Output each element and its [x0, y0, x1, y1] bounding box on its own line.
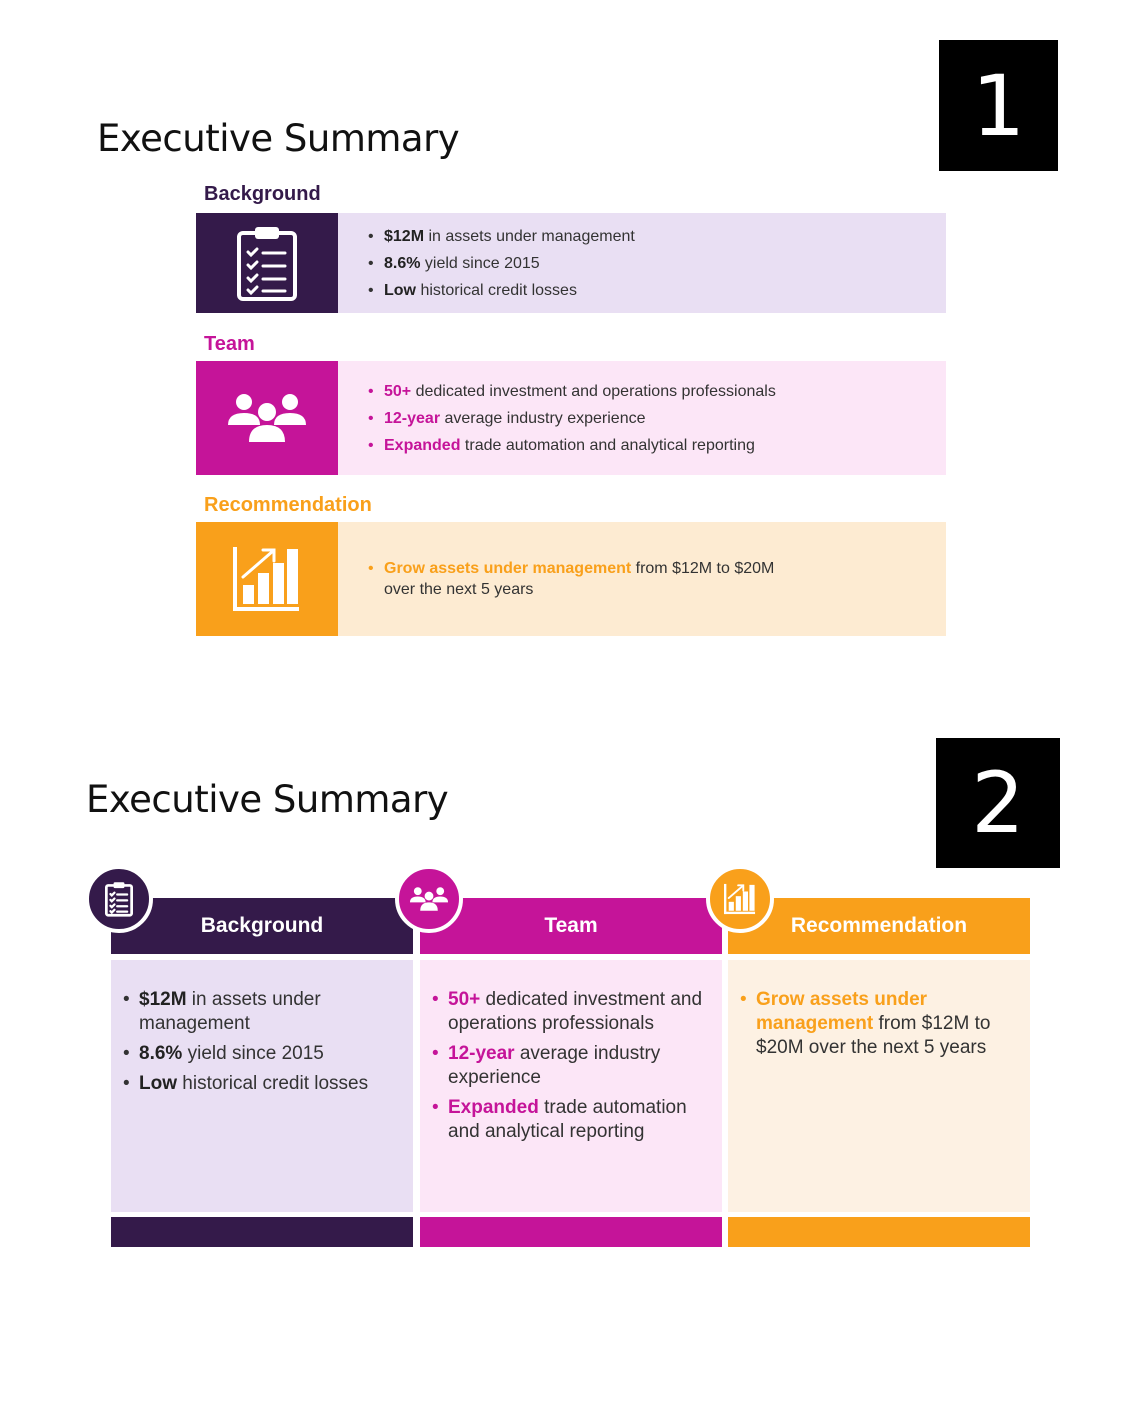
page-title-v1: Executive Summary [97, 117, 460, 160]
team-content [338, 361, 946, 475]
background-content [338, 213, 946, 313]
recommendation-column [728, 898, 1030, 1247]
people-group-icon [196, 361, 338, 475]
clipboard-checklist-icon [196, 213, 338, 313]
list-item: • Low historical credit losses [123, 1072, 405, 1096]
list-item: • Grow assets under management from $12M to $20M over the next 5 years [368, 558, 808, 600]
bar-chart-growth-icon [196, 522, 338, 636]
list-item: • Expanded trade automation and analytical reporting [368, 432, 946, 459]
team-column [420, 898, 722, 1247]
recommendation-row [196, 522, 946, 636]
version-badge-1: 1 [939, 40, 1058, 171]
list-item: • 8.6% yield since 2015 [123, 1042, 405, 1066]
list-item: • 50+ dedicated investment and operations professionals [432, 988, 714, 1036]
team-footer-bar [420, 1217, 722, 1247]
background-column [111, 898, 413, 1247]
team-row [196, 361, 946, 475]
list-item: • Low historical credit losses [368, 277, 946, 304]
list-item: • 12-year average industry experience [432, 1042, 714, 1090]
list-item: • $12M in assets under management [368, 223, 946, 250]
list-item: • 8.6% yield since 2015 [368, 250, 946, 277]
list-item: • Grow assets under management from $12M to $20M over the next 5 years [740, 988, 1022, 1060]
people-group-icon [395, 865, 463, 933]
section-label-team: Team [204, 333, 255, 355]
background-body [111, 960, 413, 1212]
background-header: Background [111, 898, 413, 954]
background-row [196, 213, 946, 313]
team-header: Team [420, 898, 722, 954]
clipboard-checklist-icon [85, 865, 153, 933]
section-label-recommendation: Recommendation [204, 494, 372, 516]
recommendation-footer-bar [728, 1217, 1030, 1247]
recommendation-content [338, 522, 946, 636]
team-body [420, 960, 722, 1212]
bar-chart-growth-icon [706, 865, 774, 933]
recommendation-header: Recommendation [728, 898, 1030, 954]
list-item: • 12-year average industry experience [368, 405, 946, 432]
recommendation-body [728, 960, 1030, 1212]
background-footer-bar [111, 1217, 413, 1247]
list-item: • Expanded trade automation and analytical reporting [432, 1096, 714, 1144]
version-badge-2: 2 [936, 738, 1060, 868]
section-label-background: Background [204, 183, 321, 205]
list-item: • $12M in assets under management [123, 988, 405, 1036]
list-item: • 50+ dedicated investment and operations professionals [368, 378, 946, 405]
page-title-v2: Executive Summary [86, 778, 449, 821]
